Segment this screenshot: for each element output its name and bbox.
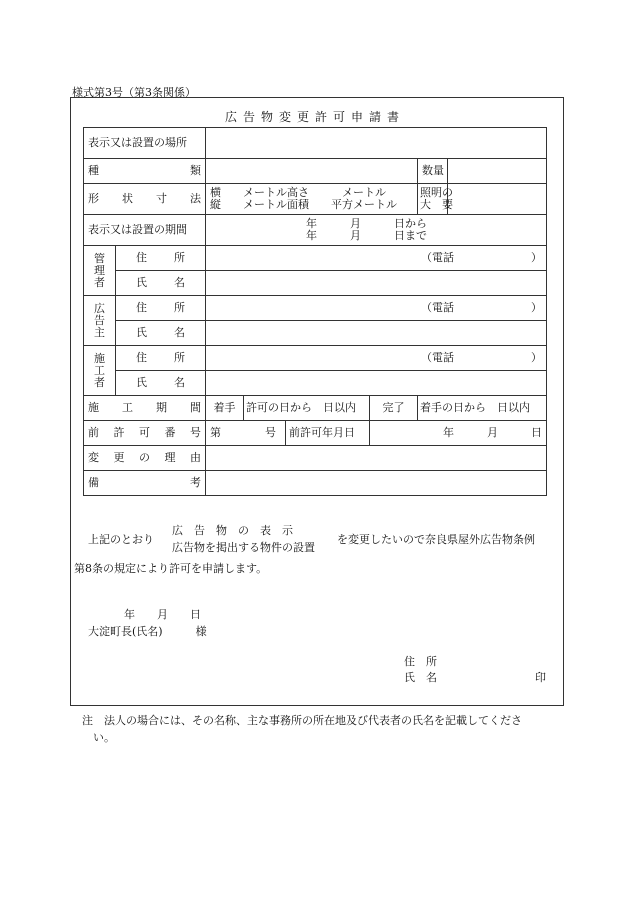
statement-line-2: 第8条の規定により許可を申請します。: [74, 562, 268, 575]
change-reason-field[interactable]: [206, 446, 547, 471]
seal-mark: 印: [535, 671, 546, 684]
note-text-1: 法人の場合には、その名称、主な事務所の所在地及び代表者の氏名を記載してくださ: [104, 714, 522, 727]
kind-label: 種 類: [84, 159, 206, 184]
remarks-field[interactable]: [206, 471, 547, 496]
prev-permit-date-field[interactable]: 年 月 日: [370, 421, 547, 446]
remarks-label: 備 考: [84, 471, 206, 496]
change-reason-label: 変 更 の 理 由: [84, 446, 206, 471]
prev-permit-no-label: 前 許 可 番 号: [84, 421, 206, 446]
applicant-name-label: 氏 名: [404, 671, 437, 684]
advertiser-name-label: 氏 名: [116, 321, 206, 346]
advertiser-address-field[interactable]: [206, 296, 547, 321]
lighting-line-2: 大 要: [420, 198, 453, 211]
constructor-label: 施 工 者: [84, 346, 116, 396]
advertiser-name-field[interactable]: [206, 321, 547, 346]
manager-name-label: 氏 名: [116, 271, 206, 296]
quantity-text: 数量: [422, 164, 444, 177]
lighting-label: [418, 184, 453, 215]
finish-label: 完了: [370, 396, 418, 421]
constructor-address-label: 住 所: [116, 346, 206, 371]
lighting-field[interactable]: [448, 184, 547, 215]
note-label: 注: [82, 714, 93, 727]
advertiser-address-label: 住 所: [116, 296, 206, 321]
size-line-2: 縦 メートル面積 平方メートル: [210, 198, 397, 211]
statement-prefix: 上記のとおり: [88, 533, 154, 546]
location-field[interactable]: [206, 128, 547, 159]
statement-option-2: 広告物を掲出する物件の設置: [172, 541, 315, 554]
statement-option-1: 広 告 物 の 表 示: [172, 524, 293, 537]
finish-note[interactable]: 着手の日から 日以内: [418, 396, 547, 421]
applicant-address-label: 住 所: [404, 655, 437, 668]
addressee: 大淀町長(氏名) 様: [88, 625, 207, 638]
prev-permit-date-label: 前許可年月日: [286, 421, 370, 446]
form-title: 広告物変更許可申請書: [224, 110, 405, 124]
constructor-name-label: 氏 名: [116, 371, 206, 396]
size-line-1: 横 メートル高さ メートル: [210, 186, 386, 199]
manager-label: 管 理 者: [84, 246, 116, 296]
work-period-label: 施 工 期 間: [84, 396, 206, 421]
start-note[interactable]: 許可の日から 日以内: [244, 396, 370, 421]
constructor-phone: （電話 ）: [421, 351, 542, 364]
constructor-name-field[interactable]: [206, 371, 547, 396]
period-field[interactable]: [206, 215, 547, 246]
lighting-line-1: 照明の: [420, 186, 453, 199]
advertiser-label: 広 告 主: [84, 296, 116, 346]
period-to: 年 月 日まで: [306, 229, 427, 242]
start-label: 着手: [206, 396, 244, 421]
form-id: 様式第3号（第3条関係）: [72, 86, 196, 99]
period-from: 年 月 日から: [306, 217, 427, 230]
period-label: 表示又は設置の期間: [84, 215, 206, 246]
location-label: 表示又は設置の場所: [84, 128, 206, 159]
quantity-field[interactable]: [448, 159, 547, 184]
note-text-2: い。: [93, 731, 115, 744]
quantity-label: [418, 159, 448, 184]
advertiser-phone: （電話 ）: [421, 301, 542, 314]
kind-field[interactable]: [206, 159, 418, 184]
manager-address-field[interactable]: [206, 246, 547, 271]
manager-address-label: 住 所: [116, 246, 206, 271]
application-date[interactable]: 年 月 日: [124, 608, 201, 621]
statement-suffix: を変更したいので奈良県屋外広告物条例: [337, 533, 535, 546]
size-label: 形 状 寸 法: [84, 184, 206, 215]
application-table: [83, 127, 547, 496]
manager-name-field[interactable]: [206, 271, 547, 296]
prev-permit-no-field[interactable]: 第 号: [206, 421, 286, 446]
manager-phone: （電話 ）: [421, 251, 542, 264]
size-field[interactable]: [206, 184, 418, 215]
constructor-address-field[interactable]: [206, 346, 547, 371]
